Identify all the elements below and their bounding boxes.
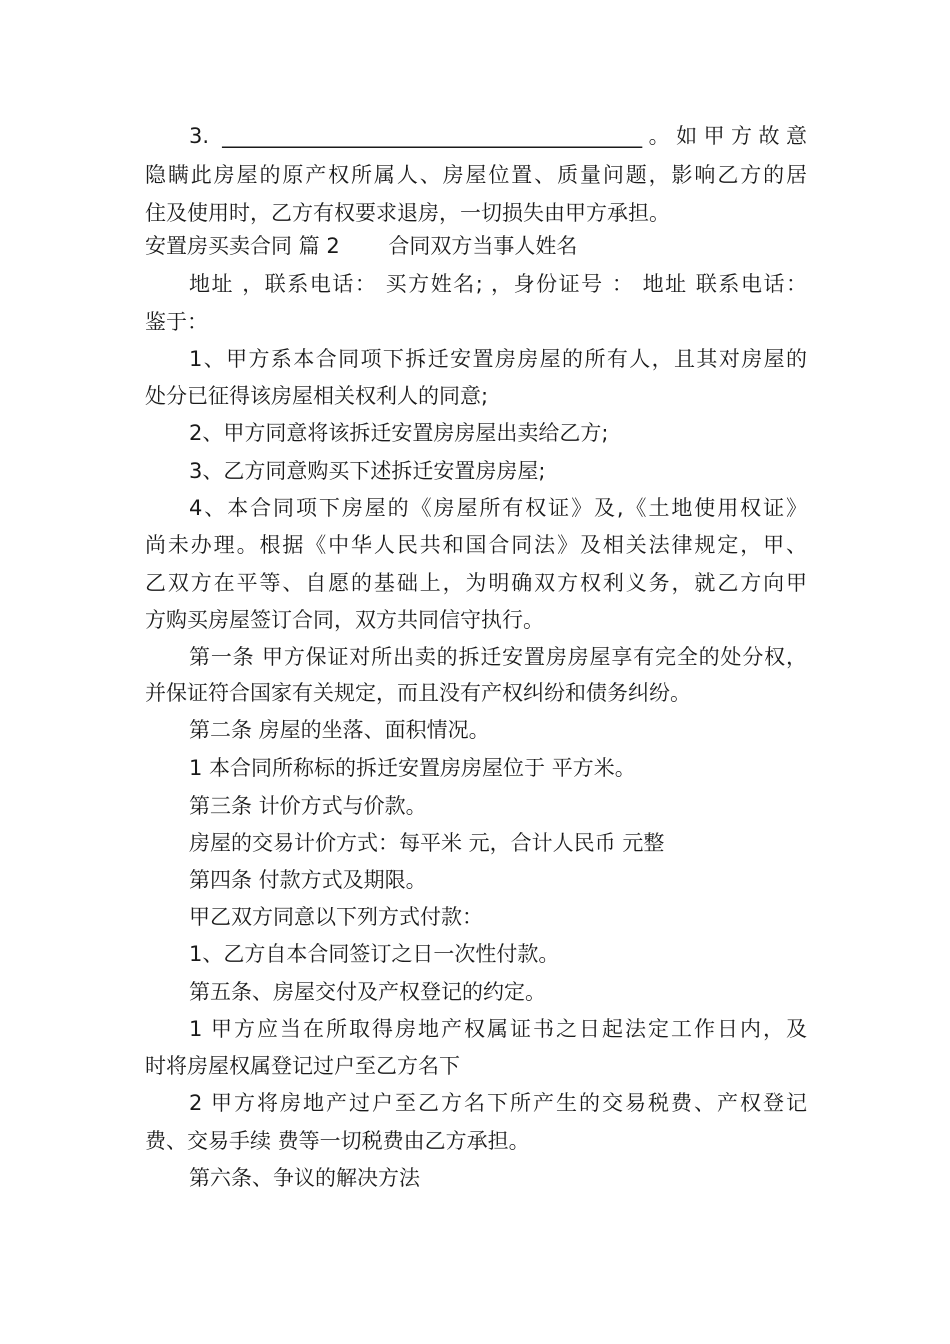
text-line: 费、交易手续 费等一切税费由乙方承担。 [145, 1129, 530, 1153]
text-line: 房屋的交易计价方式：每平米 元，合计人民币 元整 [189, 831, 665, 855]
text-line: 第五条、房屋交付及产权登记的约定。 [189, 980, 546, 1004]
text-line: 1 甲方应当在所取得房地产权属证书之日起法定工作日内，及 [189, 1017, 807, 1041]
text-line: 4、本合同项下房屋的《房屋所有权证》及,《土地使用权证》 [189, 496, 807, 520]
text-line: 2、甲方同意将该拆迁安置房房屋出卖给乙方; [189, 421, 609, 445]
text-line: 第四条 付款方式及期限。 [189, 868, 427, 892]
text-line: 第三条 计价方式与价款。 [189, 794, 427, 818]
text-line: 第六条、争议的解决方法 [189, 1166, 420, 1190]
text-line: 方购买房屋签订合同，双方共同信守执行。 [145, 608, 544, 632]
text-line: 乙双方在平等、自愿的基础上，为明确双方权利义务，就乙方向甲 [145, 571, 807, 595]
text-line: 鉴于： [145, 310, 208, 334]
text-line: 并保证符合国家有关规定，而且没有产权纠纷和债务纠纷。 [145, 681, 691, 705]
text-line: 1 本合同所称标的拆迁安置房房屋位于 平方米。 [189, 756, 636, 780]
section-heading: 安置房买卖合同 篇 2 合同双方当事人姓名 [145, 234, 578, 258]
text-line: 2 甲方将房地产过户至乙方名下所产生的交易税费、产权登记 [189, 1091, 807, 1115]
text-line: 1、甲方系本合同项下拆迁安置房房屋的所有人，且其对房屋的 [189, 347, 807, 371]
text-line: 3、乙方同意购买下述拆迁安置房房屋; [189, 459, 546, 483]
text-line: 时将房屋权属登记过户至乙方名下 [145, 1054, 460, 1078]
text-line: 1、乙方自本合同签订之日一次性付款。 [189, 942, 560, 966]
text-line: 第一条 甲方保证对所出卖的拆迁安置房房屋享有完全的处分权， [189, 645, 807, 669]
text-line: 甲乙双方同意以下列方式付款： [189, 905, 483, 929]
text-line: 处分已征得该房屋相关权利人的同意; [145, 384, 489, 408]
text-line: 尚未办理。根据《中华人民共和国合同法》及相关法律规定，甲、 [145, 533, 807, 557]
text-line: 地址 ，联系电话： 买方姓名; ，身份证号 ： 地址 联系电话： [189, 272, 807, 296]
text-line: 3. ________________________________________。如甲方故意 [189, 124, 807, 148]
text-line: 第二条 房屋的坐落、面积情况。 [189, 718, 490, 742]
text-line: 住及使用时，乙方有权要求退房，一切损失由甲方承担。 [145, 201, 670, 225]
text-line: 隐瞒此房屋的原产权所属人、房屋位置、质量问题，影响乙方的居 [145, 163, 807, 187]
